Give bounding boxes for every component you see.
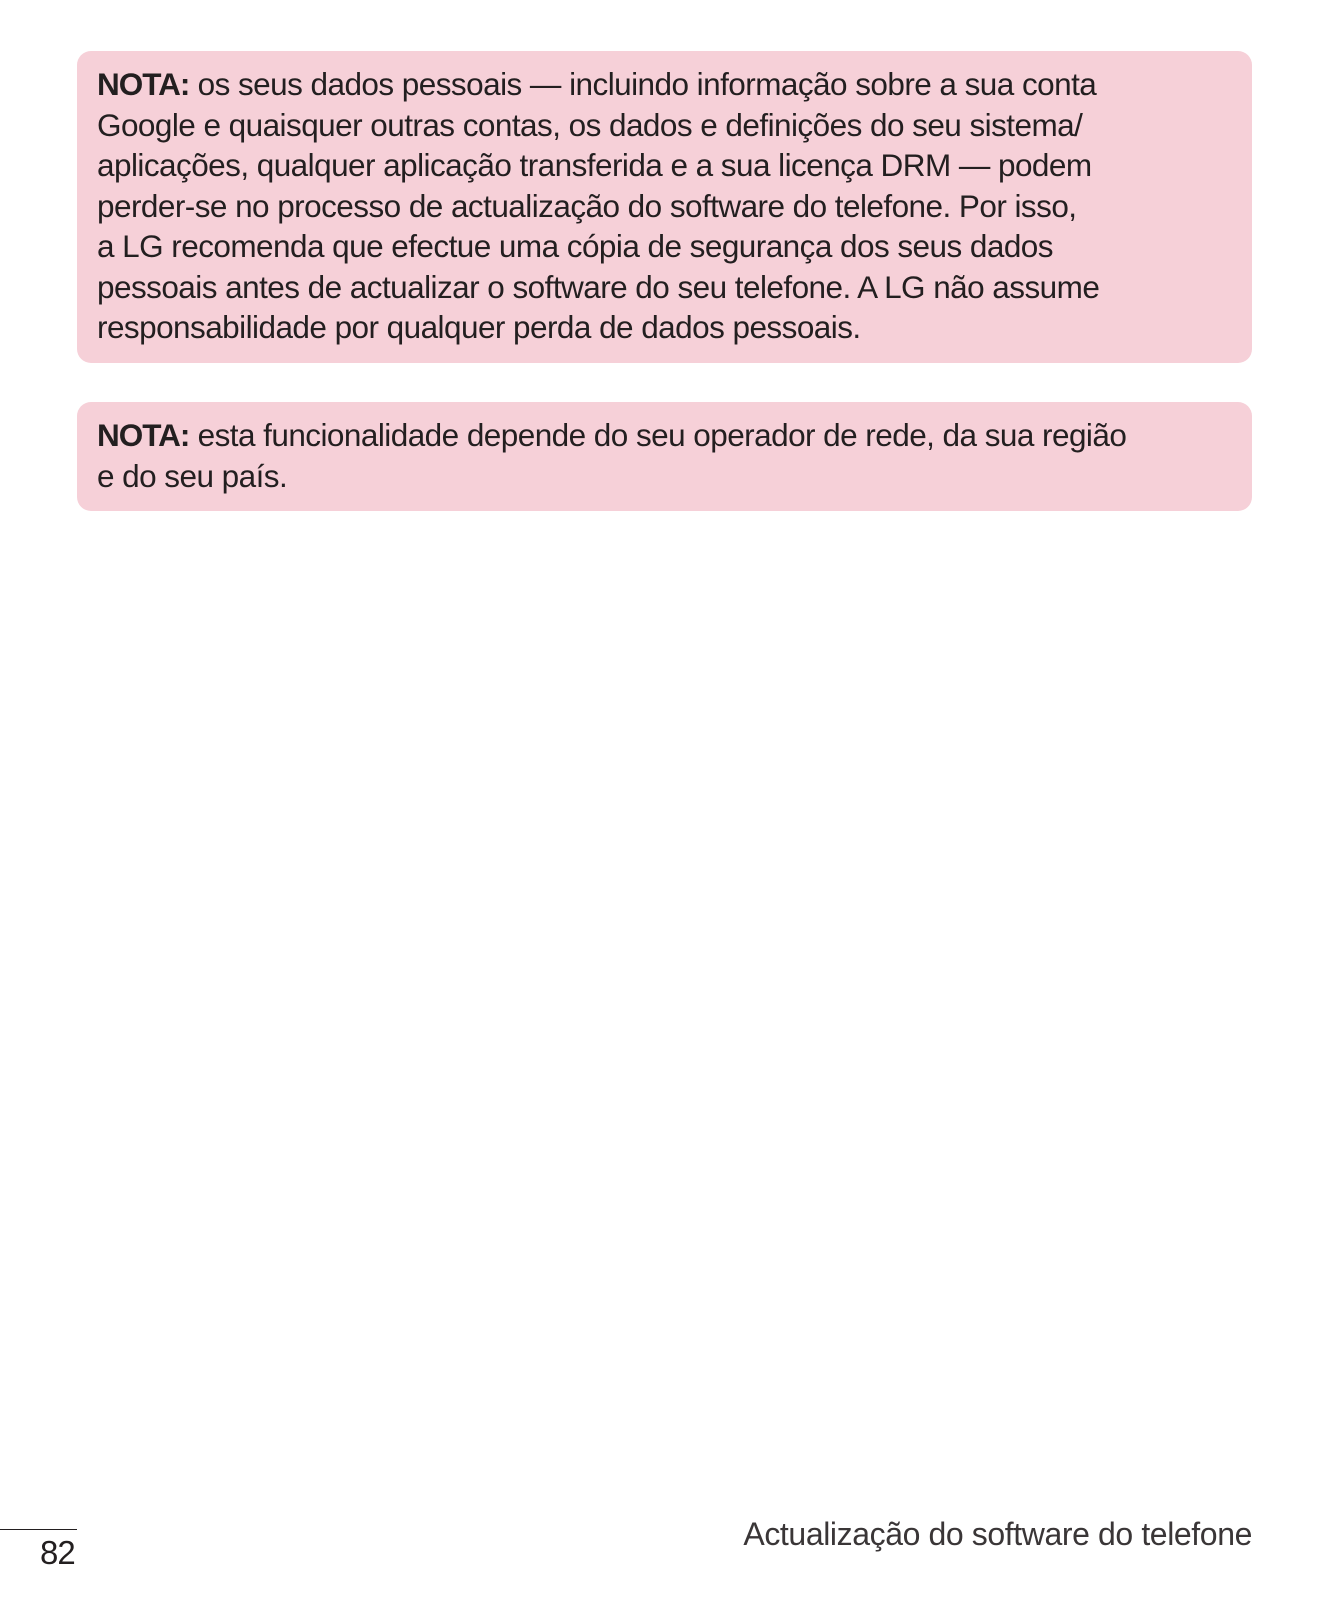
note-line: responsabilidade por qualquer perda de dados pessoais. xyxy=(97,309,861,345)
note-line: Google e quaisquer outras contas, os dados e definições do seu sistema/ xyxy=(97,106,1083,143)
note-line: pessoais antes de actualizar o software do seu telefone. A LG não assume xyxy=(97,268,1100,305)
note-label: NOTA: xyxy=(97,417,190,453)
note-line xyxy=(97,415,1232,456)
note-box-data-loss xyxy=(77,51,1252,363)
note-line: a LG recomenda que efectue uma cópia de segurança dos seus dados xyxy=(97,228,1053,264)
note-text: os seus dados pessoais — incluindo informação sobre a sua conta xyxy=(189,66,1097,102)
footer-rule xyxy=(0,1529,77,1530)
note-line: aplicações, qualquer aplicação transferida e a sua licença DRM — podem xyxy=(97,147,1092,183)
note-line: e do seu país. xyxy=(97,457,288,494)
note-label: NOTA: xyxy=(97,66,190,102)
note-box-operator-dependency xyxy=(77,402,1252,511)
note-text: esta funcionalidade depende do seu operador de rede, da sua região xyxy=(189,417,1127,453)
chapter-title: Actualização do software do telefone xyxy=(743,1516,1252,1552)
note-line xyxy=(97,64,1232,105)
note-line: perder-se no processo de actualização do software do telefone. Por isso, xyxy=(97,187,1077,224)
page-number: 82 xyxy=(40,1534,75,1571)
